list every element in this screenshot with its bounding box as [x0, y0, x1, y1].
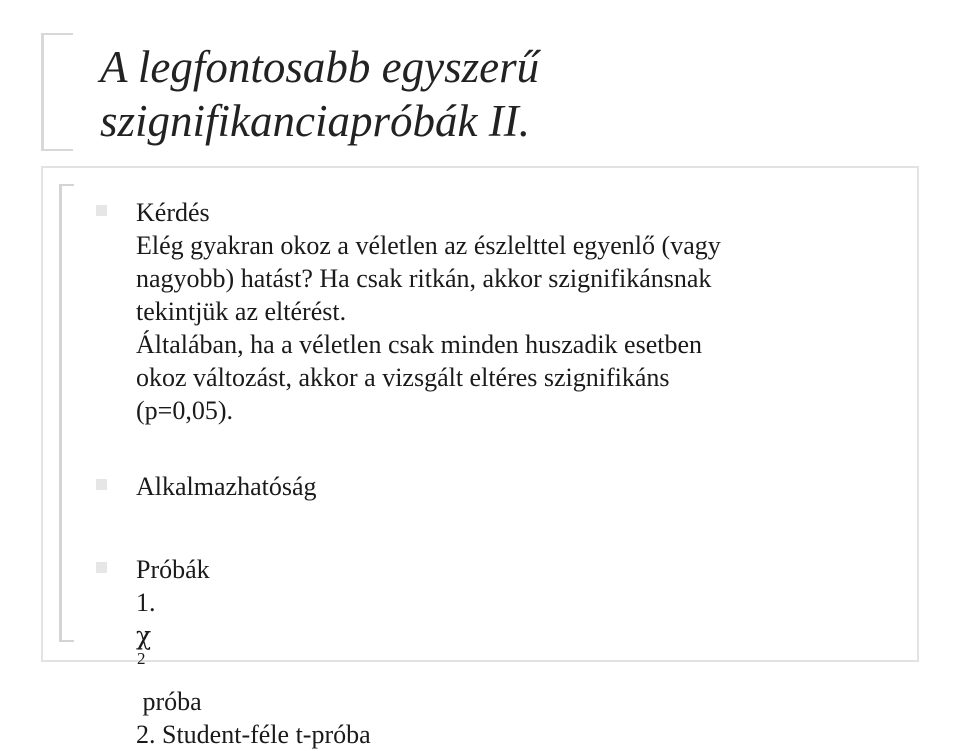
square-bullet-icon	[96, 479, 107, 490]
bullet-applicability-heading: Alkalmazhatóság	[136, 472, 317, 501]
square-bullet-icon	[96, 562, 107, 573]
slide-title-line-2: szignifikanciapróbák II.	[100, 96, 530, 146]
chi-superscript: 2	[137, 649, 146, 668]
bullet-applicability-text	[136, 470, 876, 503]
test-item-student-t: 2. Student-féle t-próba	[136, 720, 371, 749]
chi-symbol: χ	[136, 621, 152, 650]
bullet-tests-heading: Próbák	[136, 555, 210, 584]
square-bullet-icon	[96, 205, 107, 216]
bullet-question-line: okoz változást, akkor a vizsgált eltéres szignifikáns	[136, 363, 670, 392]
bullet-question-line: Elég gyakran okoz a véletlen az észlelttel egyenlő (vagy	[136, 231, 721, 260]
content-accent-bar	[59, 184, 74, 642]
test-item-label: próba	[136, 687, 202, 716]
title-accent-bar	[41, 33, 73, 151]
bullet-question-line: Általában, ha a véletlen csak minden huszadik esetben	[136, 330, 703, 359]
slide-title	[100, 40, 539, 148]
slide-title-line-1: A legfontosabb egyszerű	[100, 42, 540, 92]
bullet-tests-text	[136, 553, 876, 751]
bullet-question-line: nagyobb) hatást? Ha csak ritkán, akkor szignifikánsnak	[136, 264, 712, 293]
bullet-question-line: (p=0,05).	[136, 396, 233, 425]
test-item-chi-square	[136, 586, 876, 718]
test-item-number: 1.	[136, 588, 162, 617]
bullet-question-line: tekintjük az eltérést.	[136, 297, 347, 326]
bullet-question-heading: Kérdés	[136, 198, 210, 227]
bullet-question-text	[136, 196, 876, 427]
